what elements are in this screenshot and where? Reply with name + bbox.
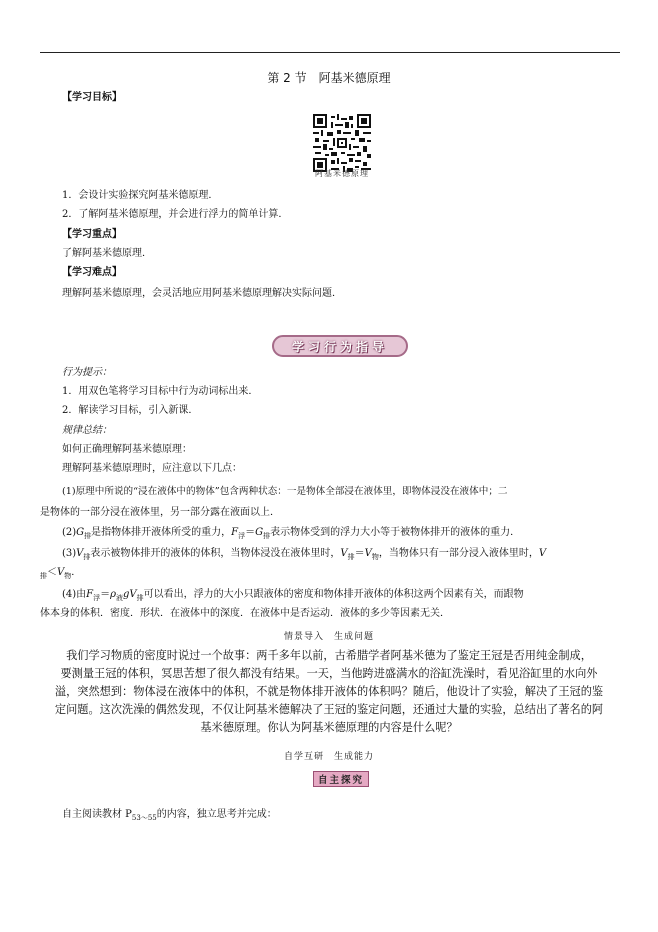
tip-item: 2．解读学习目标，引入新课． xyxy=(62,405,199,416)
point-3-line-1: $(3)V_排$表示被物体排开的液体的体积，当物体浸没在液体里时，$V_排=V_物$，当物体只有一部分浸入液体里时，V xyxy=(62,548,547,561)
page-title: 第 2 节 阿基米德原理 xyxy=(267,71,391,85)
story-line: 要测量王冠的体积，冥思苦想了很久都没有结果。一天，当他跨进盛满水的浴缸洗澡时，看见浴缸里的水向外 xyxy=(60,667,598,680)
self-explore-tag xyxy=(313,771,369,787)
banner-label: 学习行为指导 xyxy=(291,339,388,354)
summary-intro: 如何正确理解阿基米德原理： xyxy=(62,444,192,455)
point-4-line-2: 体本身的体积．密度．形状．在液体中的深度．在液体中是否运动．液体的多少等因素无关． xyxy=(40,608,450,619)
story-paragraph xyxy=(38,647,620,737)
key-point-text: 了解阿基米德原理． xyxy=(62,248,152,259)
goal-item: 1．会设计实验探究阿基米德原理． xyxy=(62,190,219,201)
point-1-line-2: 是物体的一部分浸在液体里，另一部分露在液面以上． xyxy=(40,507,280,518)
point-2: $(2)G_排$是指物体排开液体所受的重力，$F_浮=G_排$表示物体受到的浮力大小等于被物体排开的液体的重力． xyxy=(62,527,521,540)
point-1-line-1: (1)原理中所说的“浸在液体中的物体”包含两种状态：一是物体全部浸在液体里，即物体浸没在液体中；二 xyxy=(62,486,508,497)
goal-item: 2．了解阿基米德原理，并会进行浮力的简单计算． xyxy=(62,209,289,220)
learning-guidance-banner xyxy=(272,335,408,357)
header-rule xyxy=(40,52,620,53)
tips-heading: 行为提示： xyxy=(62,367,112,378)
qr-code-icon xyxy=(313,114,371,172)
scene-heading: 情景导入 生成问题 xyxy=(283,632,374,642)
point-4-line-1: (4)由$F_浮=\rho_液gV_排$可以看出，浮力的大小只跟液体的密度和物体排开液体的体积这两个因素有关，而跟物 xyxy=(62,589,524,602)
reading-instruction: 自主阅读教材 $P_{53\sim 55}$的内容，独立思考并完成： xyxy=(62,809,277,822)
learning-goals-heading: 【学习目标】 xyxy=(62,92,122,103)
story-line: 我们学习物质的密度时说过一个故事：两千多年以前，古希腊学者阿基米德为了鉴定王冠是否用纯金制成， xyxy=(66,649,592,662)
point-3-line-2: $_排<V_物$． xyxy=(40,567,82,580)
qr-caption: 阿基米德原理 xyxy=(315,169,369,178)
difficulty-text: 理解阿基米德原理，会灵活地应用阿基米德原理解决实际问题． xyxy=(62,288,342,299)
key-point-heading: 【学习重点】 xyxy=(62,229,122,240)
story-line: 溢，突然想到：物体浸在液体中的体积，不就是物体排开液体的体积吗？随后，他设计了实验，解决了王冠的鉴 xyxy=(54,685,604,698)
summary-heading: 规律总结： xyxy=(62,425,112,436)
tip-item: 1．用双色笔将学习目标中行为动词标出来． xyxy=(62,386,259,397)
self-study-heading: 自学互研 生成能力 xyxy=(283,752,374,762)
summary-lead: 理解阿基米德原理时，应注意以下几点： xyxy=(62,463,242,474)
difficulty-heading: 【学习难点】 xyxy=(62,267,122,278)
story-line: 定问题。这次洗澡的偶然发现，不仅让阿基米德解决了王冠的鉴定问题，还通过大量的实验，总结出了著名的阿 xyxy=(54,703,604,716)
tag-label: 自主探究 xyxy=(317,775,364,786)
story-line: 基米德原理。你认为阿基米德原理的内容是什么呢？ xyxy=(200,721,458,734)
